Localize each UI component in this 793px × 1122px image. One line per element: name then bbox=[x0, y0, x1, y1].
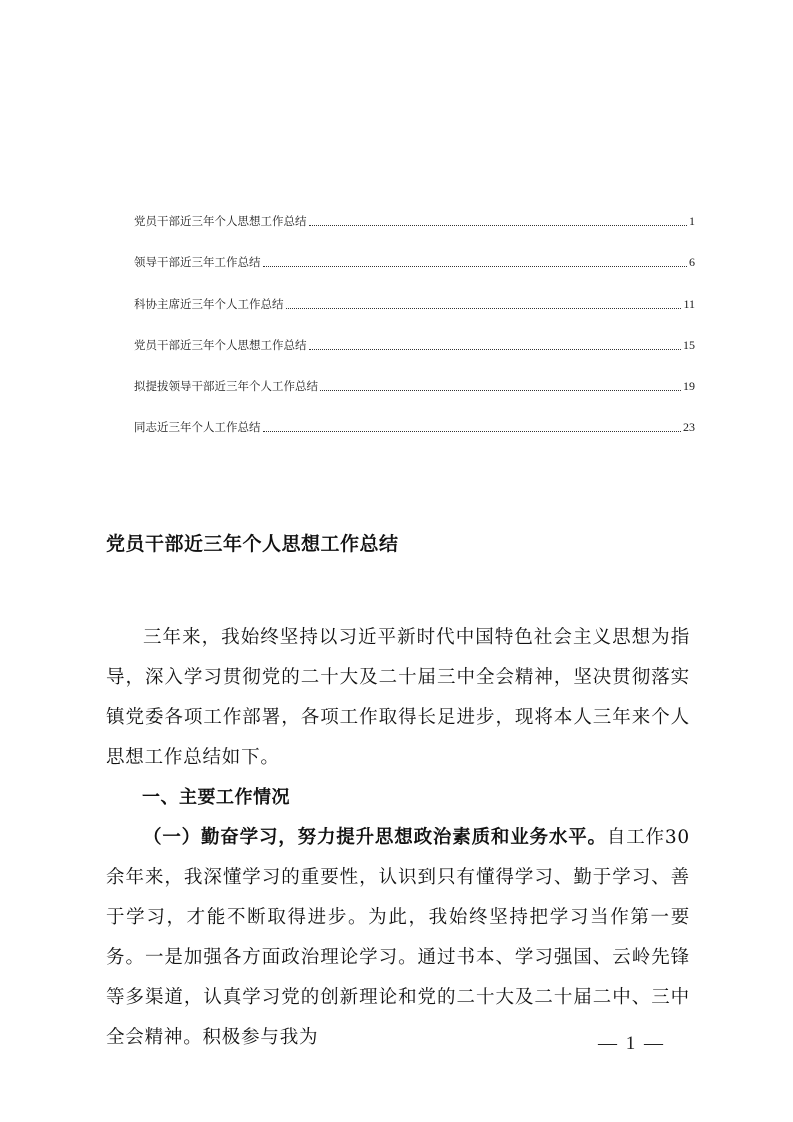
document-title: 党员干部近三年个人思想工作总结 bbox=[106, 532, 399, 555]
document-body bbox=[106, 618, 690, 1058]
toc-entry-page: 6 bbox=[689, 255, 695, 270]
toc-leader-dots bbox=[263, 430, 682, 432]
section-heading: 一、主要工作情况 bbox=[142, 787, 290, 808]
toc-entry[interactable] bbox=[134, 314, 695, 355]
toc-entry-title: 拟提拔领导干部近三年个人工作总结 bbox=[134, 378, 318, 393]
toc-entry-page: 15 bbox=[683, 337, 695, 352]
toc-leader-dots bbox=[309, 224, 688, 226]
toc-entry[interactable] bbox=[134, 231, 695, 272]
toc-leader-dots bbox=[286, 307, 682, 309]
subsection-paragraph bbox=[106, 818, 690, 1058]
toc-leader-dots bbox=[309, 348, 682, 350]
toc-entry-page: 19 bbox=[683, 378, 695, 393]
page-number: — 1 — bbox=[598, 1033, 665, 1054]
intro-paragraph: 三年来，我始终坚持以习近平新时代中国特色社会主义思想为指导，深入学习贯彻党的二十大及二十届三中全会精神，坚决贯彻落实镇党委各项工作部署，各项工作取得长足进步，现将本人三年来个人思想工作总结如下。 bbox=[106, 627, 690, 768]
toc-entry[interactable] bbox=[134, 272, 695, 313]
toc-entry-page: 23 bbox=[683, 420, 695, 435]
table-of-contents bbox=[134, 190, 695, 437]
toc-entry-title: 科协主席近三年个人工作总结 bbox=[134, 296, 284, 311]
toc-entry-title: 同志近三年个人工作总结 bbox=[134, 420, 261, 435]
toc-entry[interactable] bbox=[134, 396, 695, 437]
toc-entry-title: 党员干部近三年个人思想工作总结 bbox=[134, 214, 307, 229]
toc-leader-dots bbox=[320, 389, 681, 391]
toc-entry[interactable] bbox=[134, 190, 695, 231]
toc-entry-page: 1 bbox=[689, 214, 695, 229]
subsection-lead: （一）勤奋学习，努力提升思想政治素质和业务水平。 bbox=[143, 827, 607, 848]
toc-entry-title: 党员干部近三年个人思想工作总结 bbox=[134, 337, 307, 352]
toc-entry[interactable] bbox=[134, 355, 695, 396]
toc-entry-page: 11 bbox=[683, 296, 695, 311]
subsection-body: 自工作30余年来，我深懂学习的重要性，认识到只有懂得学习、勤于学习、善于学习，才能不断取得进步。为此，我始终坚持把学习当作第一要务。一是加强各方面政治理论学习。通过书本、学习强国、云岭先锋等多渠道，认真学习党的创新理论和党的二十大及二十届二中、三中全会精神。积极参与我为 bbox=[106, 827, 690, 1048]
toc-entry-title: 领导干部近三年工作总结 bbox=[134, 255, 261, 270]
toc-leader-dots bbox=[263, 265, 688, 267]
